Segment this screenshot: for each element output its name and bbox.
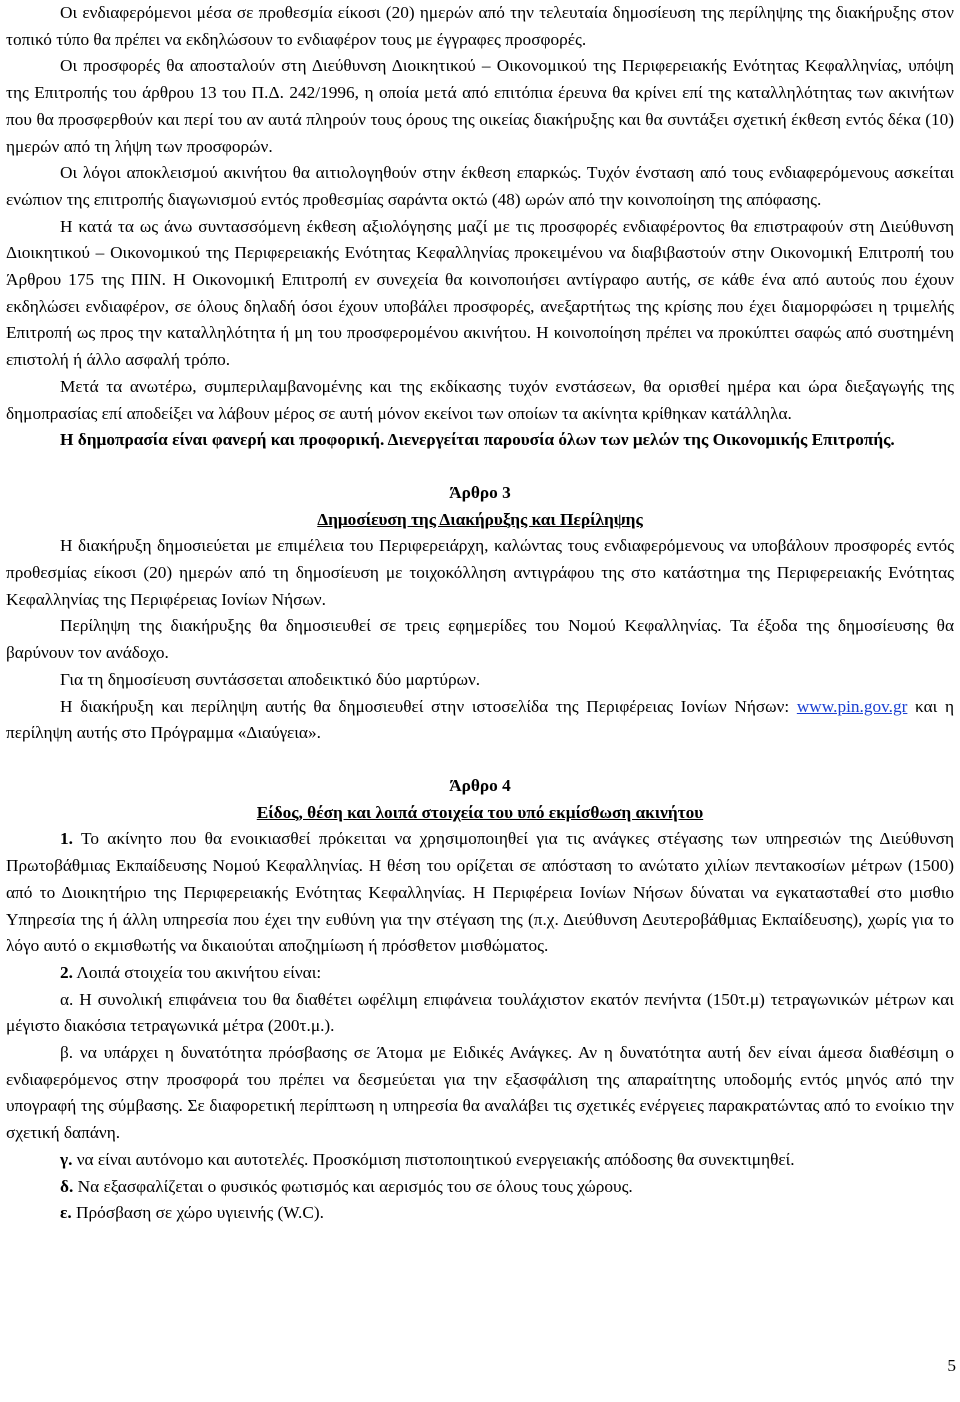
item-1-number: 1. [60, 829, 73, 849]
article3-title: Δημοσίευση της Διακήρυξης και Περίληψης [317, 509, 643, 529]
website-link[interactable]: www.pin.gov.gr [796, 696, 908, 716]
article4-title: Είδος, θέση και λοιπά στοιχεία του υπό εκμίσθωση ακινήτου [256, 802, 704, 822]
article4-subitem-e [6, 1200, 954, 1227]
page-number: 5 [947, 1356, 956, 1375]
paragraph-offers-submission: Οι προσφορές θα αποσταλούν στη Διεύθυνση Διοικητικού – Οικονομικού της Περιφερειακής Ενότητας Κεφαλληνίας, υπόψη της Επιτροπής του άρθρου 13 του Π.Δ. 242/1996, η οποία μετά από επιτόπια έρευνα θα κρίνει επί της καταλληλότητας των ακινήτων που θα προσφερθούν και περί του αν αυτά πληρούν τους όρους της οικείας διακήρυξης και θα συντάξει σχετική έκθεση εντός δέκα (10) ημερών από τη λήψη των προσφορών. [6, 56, 954, 156]
article4-subitem-a: α. Η συνολική επιφάνεια του θα διαθέτει ωφέλιμη επιφάνεια τουλάχιστον εκατόν πενήντα (150τ.μ) τετραγωνικών μέτρων και μέγιστο διακόσια τετραγωνικά μέτρα (200τ.μ.). [6, 989, 954, 1036]
item-2-number: 2. [60, 962, 73, 982]
subitem-c-text: να είναι αυτόνομο και αυτοτελές. Προσκόμιση πιστοποιητικού ενεργειακής απόδοσης θα συνεκτιμηθεί. [72, 1149, 795, 1169]
subitem-d-number: δ. [60, 1176, 74, 1196]
item-1-text: Το ακίνητο που θα ενοικιασθεί πρόκειται να χρησιμοποιηθεί για τις ανάγκες στέγασης των υπηρεσιών της Διεύθυνση Πρωτοβάθμιας Εκπαίδευσης Νομού Κεφαλληνίας. Η θέση του ορίζεται σε απόσταση το ανώτατο χιλίων πεντακοσίων μέτρων (1500) από το Διοικητήριο της Περιφερειακής Ενότητας Κεφαλληνίας. Η Περιφέρεια Ιονίων Νήσων δύναται να εγκατασταθεί στο μισθιο Υπηρεσία της ή άλλη υπηρεσία που έχει την ευθύνη για την στέγαση της (π.χ. Διεύθυνση Δευτεροβάθμιας Εκπαίδευσης), χωρίς για το λόγο αυτό ο εκμισθωτής να δικαιούται αποζημίωση ή πρόσθετον μισθώματος. [6, 829, 954, 956]
article3-paragraph-2: Περίληψη της διακήρυξης θα δημοσιευθεί σε τρεις εφημερίδες του Νομού Κεφαλληνίας. Τα έξοδα της δημοσίευσης θα βαρύνουν τον ανάδοχο. [6, 616, 954, 663]
paragraph-exclusion: Οι λόγοι αποκλεισμού ακινήτου θα αιτιολογηθούν στην έκθεση επαρκώς. Τυχόν ένσταση από τους ενδιαφερόμενους ασκείται ενώπιον της επιτροπής διαγωνισμού εντός προθεσμίας σαράντα οκτώ (48) ωρών από την κοινοποίηση της απόφασης. [6, 163, 954, 209]
article4-subitem-d [6, 1174, 954, 1201]
paragraph-auction-public: Η δημοπρασία είναι φανερή και προφορική. Διενεργείται παρουσία όλων των μελών της Οικονομικής Επιτροπής. [60, 430, 895, 450]
document-page [6, 0, 954, 1227]
paragraph-deadline: Οι ενδιαφερόμενοι μέσα σε προθεσμία είκοσι (20) ημερών από την τελευταία δημοσίευση της περίληψης της διακήρυξης στον τοπικό τύπο θα πρέπει να εκδηλώσουν το ενδιαφέρον τους με έγγραφες προσφορές. [6, 3, 954, 49]
subitem-e-number: ε. [60, 1203, 72, 1223]
article4-number: Άρθρο 4 [449, 775, 511, 795]
item-2-text: Λοιπά στοιχεία του ακινήτου είναι: [72, 962, 322, 982]
article3-number: Άρθρο 3 [449, 482, 511, 502]
article3-paragraph-4-tail: και η περίληψη αυτής στο Πρόγραμμα «Διαύγεια». [6, 696, 955, 743]
article4-item-1 [6, 826, 954, 960]
subitem-e-text: Πρόσβαση σε χώρο υγιεινής (W.C). [71, 1203, 324, 1223]
article3-paragraph-3: Για τη δημοσίευση συντάσσεται αποδεικτικό δύο μαρτύρων. [60, 669, 481, 689]
article3-paragraph-4-text: Η διακήρυξη και περίληψη αυτής θα δημοσιευθεί στην ιστοσελίδα της Περιφέρειας Ιονίων Νήσων: [60, 696, 797, 716]
paragraph-auction-date: Μετά τα ανωτέρω, συμπεριλαμβανομένης και της εκδίκασης τυχόν ενστάσεων, θα ορισθεί ημέρα και ώρα διεξαγωγής της δημοπρασίας επί αποδείξει να λάβουν μέρος σε αυτή μόνον εκείνοι των οποίων τα ακίνητα κρίθηκαν κατάλληλα. [6, 376, 954, 423]
article3-paragraph-4 [6, 694, 954, 747]
article4-subitem-b: β. να υπάρχει η δυνατότητα πρόσβασης σε Άτομα με Ειδικές Ανάγκες. Αν η δυνατότητα αυτή δεν είναι άμεσα διαθέσιμη ο ενδιαφερόμενος στην προσφορά του πρέπει να δεσμεύεται για την εξασφάλιση της απαραίτητης υποδομής εντός μηνός από την υπογραφή της σύμβασης. Σε διαφορετική περίπτωση η υπηρεσία θα αναλάβει τις σχετικές ενέργειες παρακρατώντας από το ενοίκιο την σχετική δαπάνη. [6, 1043, 954, 1143]
article4-subitem-c [6, 1147, 954, 1174]
article4-item-2 [6, 960, 954, 987]
article3-paragraph-1: Η διακήρυξη δημοσιεύεται με επιμέλεια του Περιφερειάρχη, καλώντας τους ενδιαφερόμενους να υποβάλουν προσφορές εντός προθεσμίας είκοσι (20) ημερών από τη δημοσίευση με τοιχοκόλληση αντιγράφου της στο κατάστημα της Περιφερειακής Ενότητας Κεφαλληνίας της Περιφέρειας Ιονίων Νήσων. [6, 536, 954, 609]
subitem-d-text: Να εξασφαλίζεται ο φυσικός φωτισμός και αερισμός του σε όλους τους χώρους. [73, 1176, 633, 1196]
paragraph-evaluation-report: Η κατά τα ως άνω συντασσόμενη έκθεση αξιολόγησης μαζί με τις προσφορές ενδιαφέροντος θα επιστραφούν στη Διεύθυνση Διοικητικού – Οικονομικού της Περιφερειακής Ενότητας Κεφαλληνίας προκειμένου να διαβιβαστούν στην Οικονομική Επιτροπή του Άρθρου 175 της ΠΙΝ. Η Οικονομική Επιτροπή εν συνεχεία θα κοινοποιήσει αντίγραφο αυτής, σε κάθε ένα από αυτούς που έχουν εκδηλώσει ενδιαφέρον, σε όλους δηλαδή όσοι έχουν υποβάλει προσφορές, ανεξαρτήτως της κρίσης που έχει διαμορφώσει η τριμελής Επιτροπή ως προς την καταλληλότητα ή μη του προσφερομένου ακινήτου. Η κοινοποίηση πρέπει να προκύπτει σαφώς από συστημένη επιστολή ή άλλο ασφαλή τρόπο. [6, 216, 954, 370]
subitem-c-number: γ. [60, 1149, 73, 1169]
